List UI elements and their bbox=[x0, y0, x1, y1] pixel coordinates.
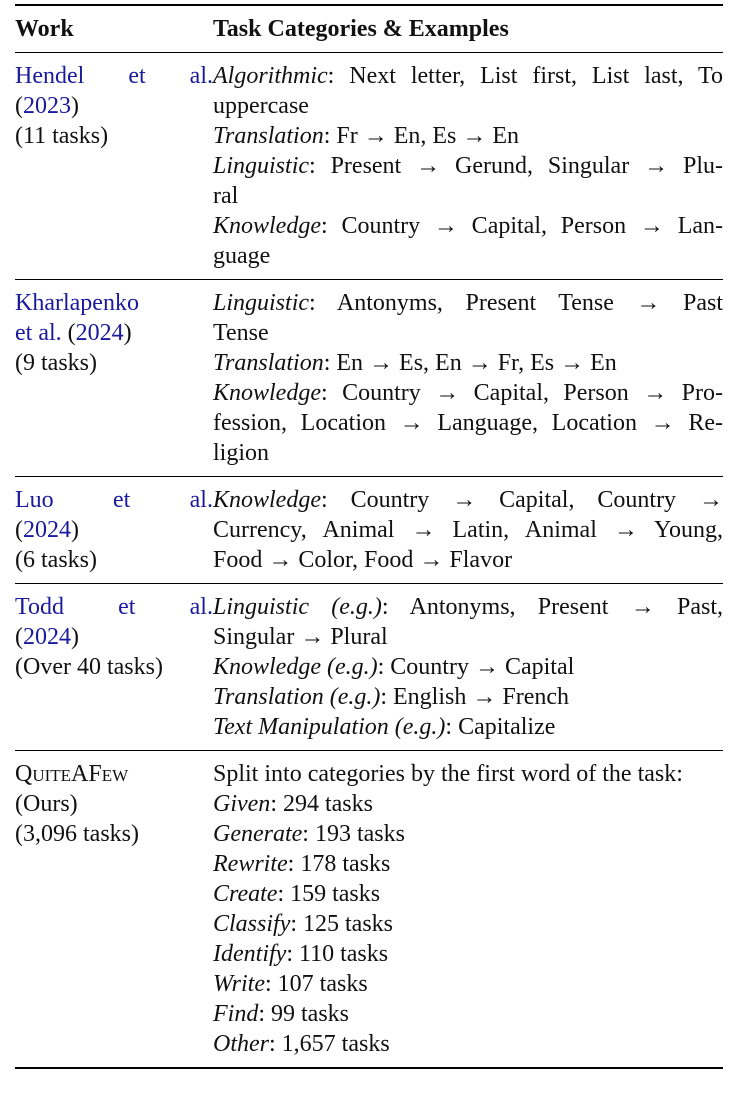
work-text: (9 tasks) bbox=[15, 350, 97, 376]
tasks-cell bbox=[213, 485, 723, 575]
work-text: ) bbox=[71, 93, 79, 119]
task-examples: Food → Color, Food → Flavor bbox=[213, 547, 513, 573]
method-name: QuiteAFew bbox=[15, 761, 129, 787]
category-label: Linguistic bbox=[213, 153, 310, 179]
work-text: (6 tasks) bbox=[15, 547, 97, 573]
work-text: (Over 40 tasks) bbox=[15, 654, 163, 680]
category-label: Text Manipulation (e.g.) bbox=[213, 714, 446, 740]
work-line bbox=[15, 121, 213, 151]
work-line bbox=[15, 515, 213, 545]
work-line bbox=[15, 622, 213, 652]
work-line bbox=[15, 288, 213, 318]
task-line bbox=[213, 485, 723, 515]
work-text: ) bbox=[71, 624, 79, 650]
header-work: Work bbox=[15, 15, 74, 42]
citation-link[interactable]: Luo bbox=[15, 487, 54, 513]
task-line bbox=[213, 61, 723, 91]
task-examples: : 110 tasks bbox=[286, 941, 389, 967]
category-label: Write bbox=[213, 971, 265, 997]
work-cell bbox=[15, 485, 213, 575]
task-examples: uppercase bbox=[213, 93, 309, 119]
task-line bbox=[213, 969, 723, 999]
task-examples: : Capitalize bbox=[445, 714, 556, 740]
citation-link[interactable]: et bbox=[113, 487, 131, 513]
citation-link[interactable]: Hendel bbox=[15, 63, 85, 89]
work-line bbox=[15, 592, 213, 622]
task-examples: : 99 tasks bbox=[258, 1001, 349, 1027]
work-text: ( bbox=[15, 624, 23, 650]
work-line bbox=[15, 318, 213, 348]
task-line bbox=[213, 318, 723, 348]
category-label: Knowledge bbox=[213, 213, 321, 239]
work-text: ) bbox=[71, 517, 79, 543]
task-line bbox=[213, 241, 723, 271]
task-line bbox=[213, 592, 723, 622]
work-cell bbox=[15, 61, 213, 271]
citation-link[interactable]: et bbox=[128, 63, 146, 89]
task-examples: Currency, Animal → Latin, Animal → Young, bbox=[213, 517, 723, 543]
task-line bbox=[213, 622, 723, 652]
task-examples: : Antonyms, Present → Past, bbox=[381, 594, 723, 620]
table-row bbox=[15, 53, 723, 279]
table-row bbox=[15, 584, 723, 750]
task-line bbox=[213, 121, 723, 151]
task-examples: : 107 tasks bbox=[265, 971, 368, 997]
task-examples: : English → French bbox=[380, 684, 569, 710]
category-label: Translation bbox=[213, 350, 324, 376]
task-examples: : Country → Capital, Country → bbox=[321, 487, 723, 513]
task-line bbox=[213, 181, 723, 211]
task-examples: : Country → Capital, Person → Lan- bbox=[321, 213, 723, 239]
task-line bbox=[213, 515, 723, 545]
category-label: Other bbox=[213, 1031, 269, 1057]
category-label: Translation bbox=[213, 123, 324, 149]
category-label: Find bbox=[213, 1001, 259, 1027]
task-examples: : 294 tasks bbox=[270, 791, 373, 817]
task-line bbox=[213, 348, 723, 378]
tasks-cell bbox=[213, 759, 723, 1059]
task-examples: Split into categories by the first word of the task: bbox=[213, 761, 683, 787]
task-line bbox=[213, 939, 723, 969]
task-examples: ligion bbox=[213, 440, 270, 466]
task-examples: : Country → Capital bbox=[377, 654, 575, 680]
task-line bbox=[213, 1029, 723, 1059]
task-line bbox=[213, 652, 723, 682]
work-text: ( bbox=[67, 320, 76, 346]
citation-link[interactable]: et bbox=[118, 594, 136, 620]
task-line bbox=[213, 759, 723, 789]
task-line bbox=[213, 682, 723, 712]
task-line bbox=[213, 819, 723, 849]
work-line bbox=[15, 819, 213, 849]
task-examples: : En → Es, En → Fr, Es → En bbox=[323, 350, 617, 376]
citation-link[interactable]: 2023 bbox=[23, 93, 71, 119]
work-line bbox=[15, 759, 213, 789]
header-tasks: Task Categories & Examples bbox=[213, 15, 509, 42]
category-label: Generate bbox=[213, 821, 303, 847]
category-label: Rewrite bbox=[213, 851, 288, 877]
task-examples: fession, Location → Language, Location → Re- bbox=[213, 410, 723, 436]
citation-link[interactable]: et al. bbox=[15, 320, 68, 346]
task-line bbox=[213, 91, 723, 121]
task-line bbox=[213, 712, 723, 742]
task-examples: : Fr → En, Es → En bbox=[323, 123, 520, 149]
task-line bbox=[213, 438, 723, 468]
citation-link[interactable]: Kharlapenko bbox=[15, 290, 139, 316]
task-examples: : Country → Capital, Person → Pro- bbox=[321, 380, 723, 406]
task-examples: Singular → Plural bbox=[213, 624, 388, 650]
citation-link[interactable]: 2024 bbox=[23, 624, 71, 650]
category-label: Identify bbox=[213, 941, 287, 967]
comparison-table bbox=[15, 4, 723, 1069]
work-text: (11 tasks) bbox=[15, 123, 109, 149]
work-line bbox=[15, 485, 213, 515]
category-label: Classify bbox=[213, 911, 291, 937]
task-examples: : 159 tasks bbox=[277, 881, 381, 907]
citation-link[interactable]: 2024 bbox=[23, 517, 71, 543]
work-text: (Ours) bbox=[15, 791, 78, 817]
category-label: Algorithmic bbox=[213, 63, 328, 89]
work-text: ( bbox=[15, 93, 23, 119]
work-text: ( bbox=[15, 517, 23, 543]
task-examples: Tense bbox=[213, 320, 269, 346]
work-cell bbox=[15, 288, 213, 468]
table-row bbox=[15, 280, 723, 476]
category-label: Knowledge bbox=[213, 487, 321, 513]
task-line bbox=[213, 789, 723, 819]
task-line bbox=[213, 909, 723, 939]
tasks-cell bbox=[213, 61, 723, 271]
task-line bbox=[213, 211, 723, 241]
tasks-cell bbox=[213, 592, 723, 742]
category-label: Linguistic bbox=[213, 290, 310, 316]
category-label: Given bbox=[213, 791, 271, 817]
task-examples: : Antonyms, Present Tense → Past bbox=[309, 290, 723, 316]
work-line bbox=[15, 348, 213, 378]
citation-link[interactable]: al. bbox=[189, 63, 213, 89]
task-examples: ral bbox=[213, 183, 239, 209]
work-line bbox=[15, 652, 213, 682]
work-line bbox=[15, 545, 213, 575]
work-cell bbox=[15, 759, 213, 1059]
category-label: Knowledge bbox=[213, 380, 321, 406]
table-body bbox=[15, 53, 723, 1067]
table-row bbox=[15, 477, 723, 583]
work-line bbox=[15, 789, 213, 819]
task-examples: : 178 tasks bbox=[287, 851, 391, 877]
task-line bbox=[213, 545, 723, 575]
task-line bbox=[213, 849, 723, 879]
task-examples: : 193 tasks bbox=[302, 821, 405, 847]
task-line bbox=[213, 378, 723, 408]
work-cell bbox=[15, 592, 213, 742]
category-label: Translation (e.g.) bbox=[213, 684, 381, 710]
task-line bbox=[213, 151, 723, 181]
work-text: ) bbox=[123, 320, 132, 346]
task-examples: guage bbox=[213, 243, 271, 269]
task-line bbox=[213, 288, 723, 318]
task-examples: : Next letter, List first, List last, To bbox=[327, 63, 723, 89]
task-line bbox=[213, 999, 723, 1029]
task-line bbox=[213, 879, 723, 909]
task-line bbox=[213, 408, 723, 438]
table-row bbox=[15, 751, 723, 1067]
task-examples: : 125 tasks bbox=[290, 911, 394, 937]
bottom-rule bbox=[15, 1067, 723, 1069]
citation-link[interactable]: Todd bbox=[15, 594, 64, 620]
table-header bbox=[15, 6, 723, 52]
work-line bbox=[15, 91, 213, 121]
work-text: (3,096 tasks) bbox=[15, 821, 139, 847]
category-label: Knowledge (e.g.) bbox=[213, 654, 378, 680]
task-examples: : Present → Gerund, Singular → Plu- bbox=[309, 153, 723, 179]
category-label: Linguistic (e.g.) bbox=[213, 594, 382, 620]
task-examples: : 1,657 tasks bbox=[269, 1031, 390, 1057]
tasks-cell bbox=[213, 288, 723, 468]
citation-link[interactable]: al. bbox=[189, 487, 213, 513]
citation-link[interactable]: al. bbox=[189, 594, 213, 620]
category-label: Create bbox=[213, 881, 278, 907]
work-line bbox=[15, 61, 213, 91]
citation-link[interactable]: 2024 bbox=[75, 320, 124, 346]
